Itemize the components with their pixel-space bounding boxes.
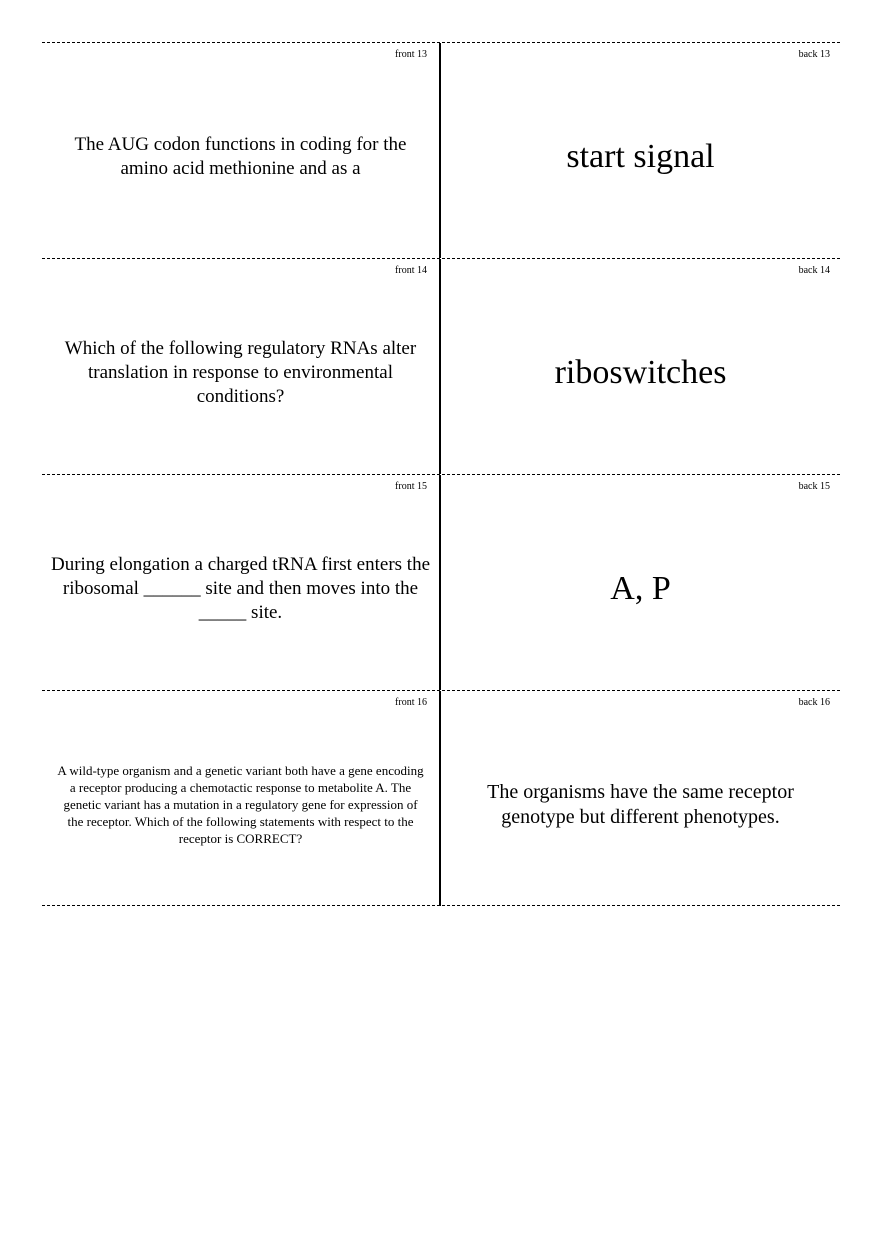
answer-text: riboswitches (554, 353, 727, 391)
question-text: During elongation a charged tRNA first enters the ribosomal ______ site and then moves into the _____ site. (50, 553, 431, 623)
card-front-content (50, 709, 431, 900)
card-back (441, 259, 840, 474)
card-back (441, 43, 840, 258)
card-back-content (449, 493, 832, 684)
card-back-content (449, 709, 832, 900)
back-label: back 13 (798, 49, 830, 60)
front-label: front 16 (395, 697, 427, 708)
front-label: front 14 (395, 265, 427, 276)
answer-text: A, P (610, 569, 671, 607)
flashcard-row-16 (42, 690, 840, 906)
flashcard-sheet (42, 42, 840, 906)
question-text: The AUG codon functions in coding for the amino acid methionine and as a (74, 133, 407, 179)
card-front-content (50, 493, 431, 684)
front-label: front 15 (395, 481, 427, 492)
back-label: back 14 (798, 265, 830, 276)
question-text: Which of the following regulatory RNAs alter translation in response to environmental conditions? (64, 337, 417, 407)
question-text: A wild-type organism and a genetic variant both have a gene encoding a receptor producing a chemotactic response to metabolite A. The genetic variant has a mutation in a regulatory gene for expression of the receptor. Which of the following statements with respect to the receptor is CORRECT? (57, 763, 424, 846)
flashcard-row-15 (42, 474, 840, 690)
card-front (42, 43, 441, 258)
back-label: back 15 (798, 481, 830, 492)
flashcard-row-14 (42, 258, 840, 474)
answer-text: The organisms have the same receptor genotype but different phenotypes. (487, 780, 794, 828)
answer-text: start signal (566, 137, 715, 175)
card-front (42, 475, 441, 690)
card-back-content (449, 277, 832, 468)
front-label: front 13 (395, 49, 427, 60)
card-front-content (50, 277, 431, 468)
card-front (42, 691, 441, 906)
card-back-content (449, 61, 832, 252)
card-front-content (50, 61, 431, 252)
back-label: back 16 (798, 697, 830, 708)
card-back (441, 691, 840, 906)
flashcard-row-13 (42, 42, 840, 258)
card-front (42, 259, 441, 474)
card-back (441, 475, 840, 690)
